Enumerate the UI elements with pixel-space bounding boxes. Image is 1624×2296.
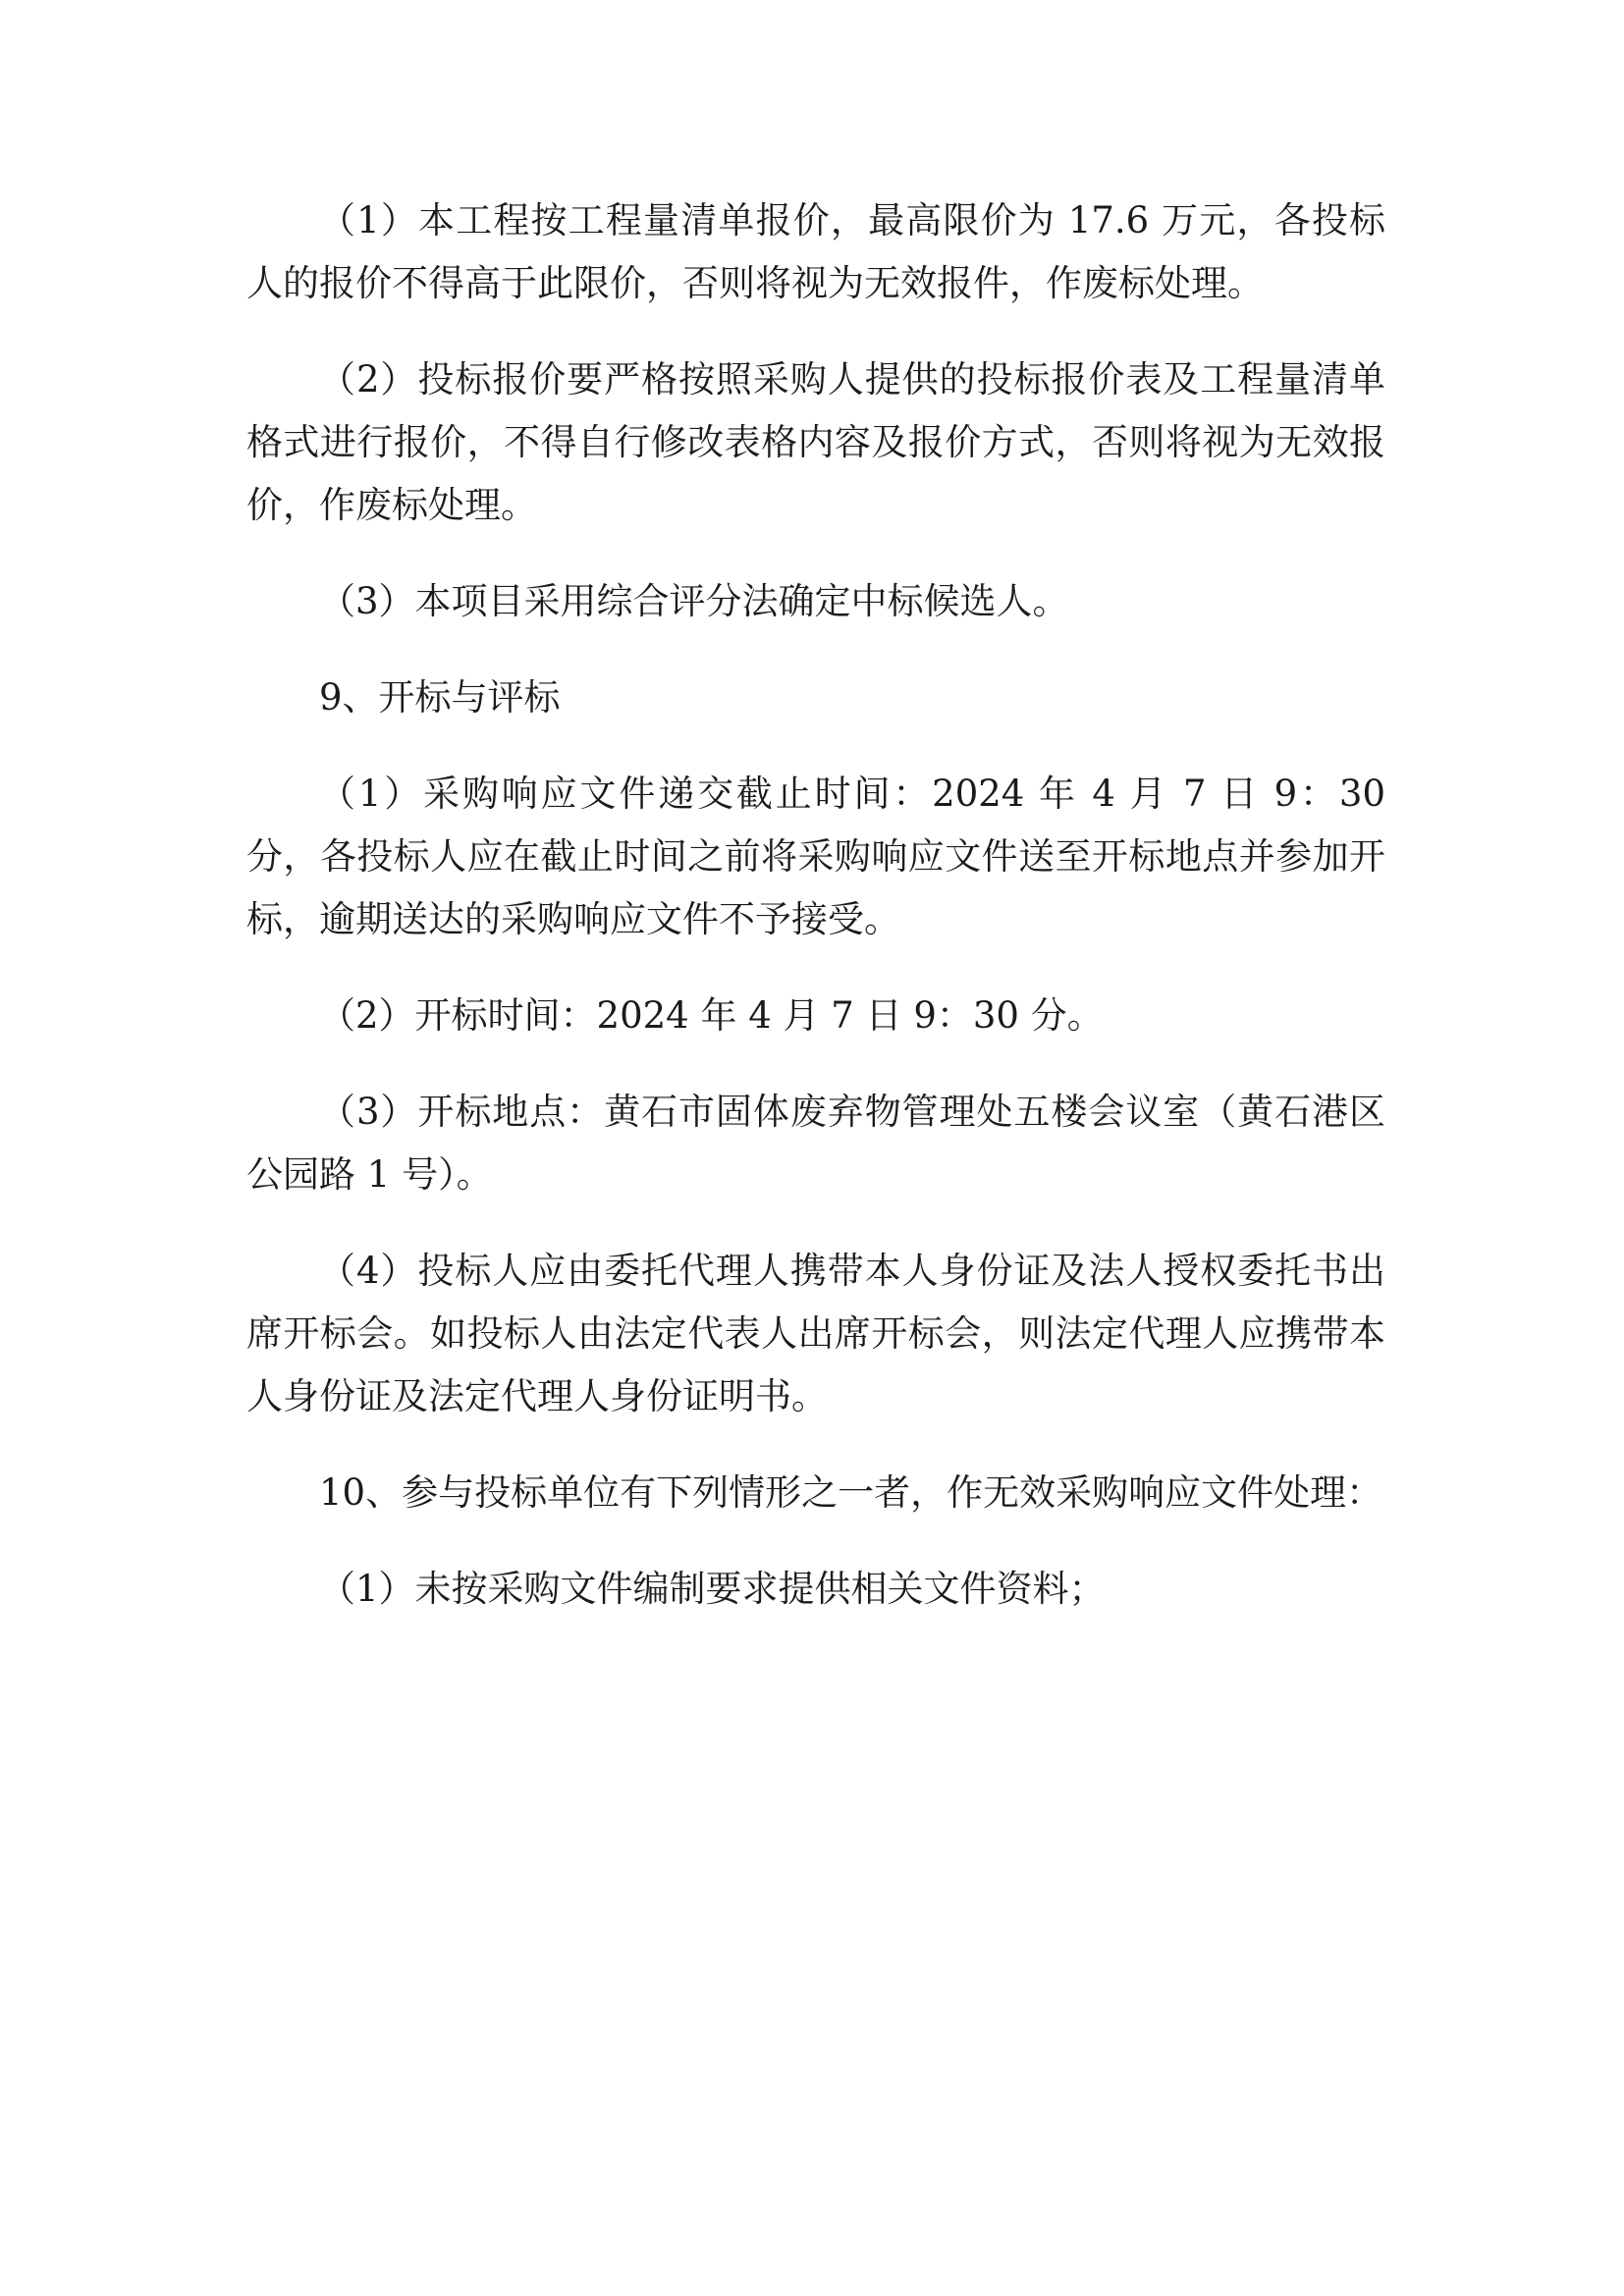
paragraph-evaluation-method: （3）本项目采用综合评分法确定中标候选人。 [319,580,1069,622]
paragraph-opening-time: （2）开标时间：2024 年 4 月 7 日 9：30 分。 [319,994,1104,1037]
paragraph-price-limit: （1）本工程按工程量清单报价，最高限价为 17.6 万元，各投标人的报价不得高于此限价，否则将视为无效报件，作废标处理。 [246,199,1385,304]
paragraph-submission-deadline: （1）采购响应文件递交截止时间：2024 年 4 月 7 日 9：30 分，各投标人应在截止时间之前将采购响应文件送至开标地点并参加开标，逾期送达的采购响应文件不予接受。 [246,773,1385,940]
section-heading-invalid-conditions: 10、参与投标单位有下列情形之一者，作无效采购响应文件处理： [319,1471,1383,1514]
section-heading-bid-opening: 9、开标与评标 [319,676,561,719]
paragraph-attendance: （4）投标人应由委托代理人携带本人身份证及法人授权委托书出席开标会。如投标人由法定代表人出席开标会，则法定代理人应携带本人身份证及法定代理人身份证明书。 [246,1250,1385,1417]
paragraph-quote-format: （2）投标报价要严格按照采购人提供的投标报价表及工程量清单格式进行报价，不得自行修改表格内容及报价方式，否则将视为无效报价，作废标处理。 [246,358,1385,526]
paragraph-opening-location: （3）开标地点：黄石市固体废弃物管理处五楼会议室（黄石港区公园路 1 号）。 [246,1091,1385,1196]
document-body [246,189,1385,1654]
paragraph-invalid-condition-1: （1）未按采购文件编制要求提供相关文件资料； [319,1568,1106,1610]
